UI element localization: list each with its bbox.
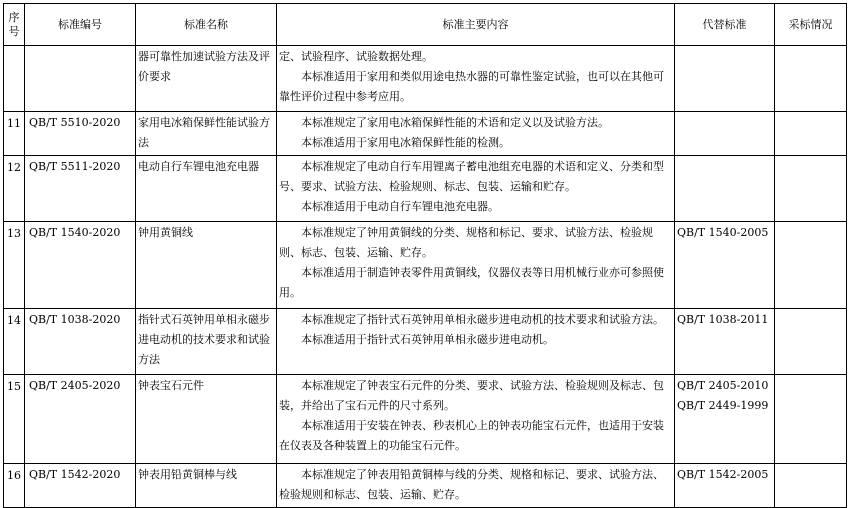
standards-table <box>3 3 847 508</box>
table-row <box>4 222 847 309</box>
standard-content <box>277 46 675 112</box>
standard-content <box>277 375 675 464</box>
standard-content <box>277 156 675 222</box>
adoption-status <box>775 112 847 156</box>
content-paragraph: 本标准规定了电动自行车用锂离子蓄电池组充电器的术语和定义、分类和型号、要求、试验方法、检验规则、标志、包装、运输和贮存。 <box>279 160 664 193</box>
content-paragraph: 本标准规定了钟用黄铜线的分类、规格和标记、要求、试验方法、检验规则、标志、包装、运输、贮存。 <box>279 226 653 259</box>
header-row <box>4 4 847 46</box>
replaced-standards <box>675 112 775 156</box>
content-paragraph: 本标准规定了指针式石英钟用单相永磁步进电动机的技术要求和试验方法。 <box>301 313 664 326</box>
table-row <box>4 112 847 156</box>
replaced-standard: QB/T 1038-2011 <box>677 313 769 326</box>
table-row <box>4 464 847 508</box>
standard-name: 钟用黄铜线 <box>136 222 277 309</box>
standard-code: QB/T 2405-2020 <box>25 375 136 464</box>
replaced-standard: QB/T 2449-1999 <box>677 399 769 412</box>
row-number: 14 <box>4 309 25 375</box>
standard-content <box>277 309 675 375</box>
table-body <box>4 46 847 508</box>
content-continuation: 定、试验程序、试验数据处理。 <box>279 50 433 63</box>
standard-content <box>277 112 675 156</box>
adoption-status <box>775 309 847 375</box>
standard-code: QB/T 1038-2020 <box>25 309 136 375</box>
adoption-status <box>775 375 847 464</box>
header-adoption: 采标情况 <box>775 4 847 46</box>
replaced-standard: QB/T 1542-2005 <box>677 468 769 481</box>
standard-name: 家用电冰箱保鲜性能试验方法 <box>136 112 277 156</box>
replaced-standards <box>675 222 775 309</box>
replaced-standard: QB/T 1540-2005 <box>677 226 769 239</box>
content-paragraph: 本标准适用于指针式石英钟用单相永磁步进电动机。 <box>301 333 554 346</box>
adoption-status <box>775 464 847 508</box>
adoption-status <box>775 46 847 112</box>
content-paragraph: 本标准规定了钟表宝石元件的分类、要求、试验方法、检验规则及标志、包装，并给出了宝石元件的尺寸系列。 <box>279 379 664 412</box>
row-number: 16 <box>4 464 25 508</box>
row-number: 12 <box>4 156 25 222</box>
table-row <box>4 46 847 112</box>
replaced-standard: QB/T 2405-2010 <box>677 379 769 392</box>
header-no: 序号 <box>4 4 25 46</box>
adoption-status <box>775 156 847 222</box>
standard-code: QB/T 1542-2020 <box>25 464 136 508</box>
replaced-standards <box>675 375 775 464</box>
standard-name: 器可靠性加速试验方法及评价要求 <box>136 46 277 112</box>
content-paragraph: 本标准适用于制造钟表零件用黄铜线，仪器仪表等日用机械行业亦可参照使用。 <box>279 266 664 299</box>
table-row <box>4 375 847 464</box>
replaced-standards <box>675 464 775 508</box>
row-number: 15 <box>4 375 25 464</box>
table-row <box>4 309 847 375</box>
standard-name: 钟表宝石元件 <box>136 375 277 464</box>
standard-content <box>277 464 675 508</box>
content-paragraph: 本标准适用于家用电冰箱保鲜性能的检测。 <box>301 136 510 149</box>
standard-code <box>25 46 136 112</box>
standard-name: 电动自行车锂电池充电器 <box>136 156 277 222</box>
adoption-status <box>775 222 847 309</box>
row-number: 13 <box>4 222 25 309</box>
standard-code: QB/T 1540-2020 <box>25 222 136 309</box>
header-name: 标准名称 <box>136 4 277 46</box>
content-paragraph: 本标准适用于家用和类似用途电热水器的可靠性鉴定试验，也可以在其他可靠性评价过程中参考应用。 <box>279 70 664 103</box>
content-paragraph: 本标准规定了家用电冰箱保鲜性能的术语和定义以及试验方法。 <box>301 116 609 129</box>
content-paragraph: 本标准规定了钟表用铅黄铜棒与线的分类、规格和标记、要求、试验方法、检验规则和标志、包装、运输、贮存。 <box>279 468 664 501</box>
content-paragraph: 本标准适用于安装在钟表、秒表机心上的钟表功能宝石元件，也适用于安装在仪表及各种装置上的功能宝石元件。 <box>279 419 664 452</box>
replaced-standards <box>675 309 775 375</box>
standard-name: 指针式石英钟用单相永磁步进电动机的技术要求和试验方法 <box>136 309 277 375</box>
content-paragraph: 本标准适用于电动自行车锂电池充电器。 <box>301 200 499 213</box>
header-code: 标准编号 <box>25 4 136 46</box>
header-content: 标准主要内容 <box>277 4 675 46</box>
table-row <box>4 156 847 222</box>
replaced-standards <box>675 46 775 112</box>
standard-code: QB/T 5511-2020 <box>25 156 136 222</box>
row-number <box>4 46 25 112</box>
header-replaces: 代替标准 <box>675 4 775 46</box>
standard-name: 钟表用铅黄铜棒与线 <box>136 464 277 508</box>
replaced-standards <box>675 156 775 222</box>
standard-content <box>277 222 675 309</box>
row-number: 11 <box>4 112 25 156</box>
standard-code: QB/T 5510-2020 <box>25 112 136 156</box>
